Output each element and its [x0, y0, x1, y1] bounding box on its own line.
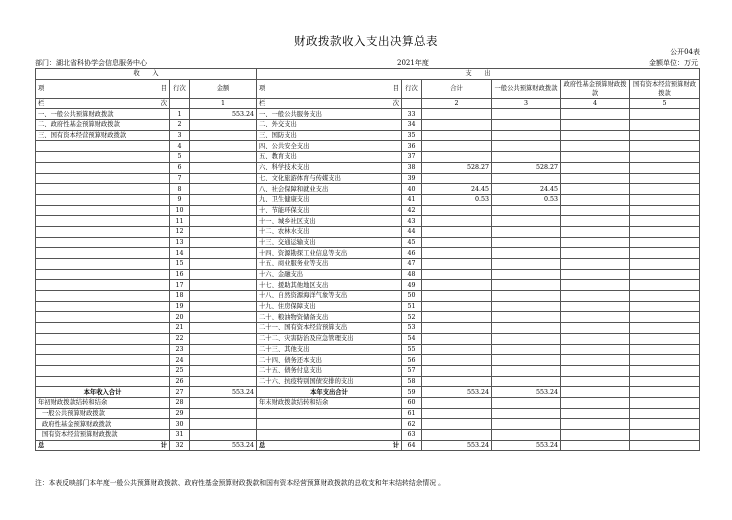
department-label: 部门：湖北省科协学会信息服务中心 [35, 59, 147, 67]
col-index-label: 栏 次 [36, 98, 170, 109]
cell-tot [422, 216, 492, 227]
state-capital-header: 国有资本经营预算财政拨款 [630, 79, 700, 98]
cell-in-item [36, 184, 170, 195]
cell-in-item [36, 365, 170, 376]
cell-gen: 0.53 [492, 194, 561, 205]
cell-in-no: 9 [170, 194, 190, 205]
col-index-4: 4 [561, 98, 630, 109]
cell-in-no: 6 [170, 162, 190, 173]
cell-in-no: 4 [170, 141, 190, 152]
form-number: 公开04表 [670, 48, 700, 56]
cell-in-no: 17 [170, 280, 190, 291]
cell-fund [561, 194, 630, 205]
cell-in-no: 15 [170, 259, 190, 270]
cell-ex-no: 41 [402, 194, 422, 205]
cell-gen [492, 248, 561, 259]
cell-in-amt [190, 333, 257, 344]
income-header: 收 入 [36, 69, 257, 80]
cell-in-amt [190, 173, 257, 184]
cell-in-no: 23 [170, 344, 190, 355]
cell-cap [630, 162, 700, 173]
expense-item-header: 项 目 [257, 79, 402, 98]
cell-tot [422, 141, 492, 152]
cell-ex-item: 八、社会保障和就业支出 [257, 184, 402, 195]
table-row [36, 237, 700, 248]
cell-in-item: 二、政府性基金预算财政拨款 [36, 120, 170, 131]
cell-in-no: 20 [170, 312, 190, 323]
cell-ex-item: 二十三、其他支出 [257, 344, 402, 355]
cell-fund [561, 237, 630, 248]
carryover-row: 年初财政拨款结转和结余 28 年末财政拨款结转和结余 60 [36, 397, 700, 408]
cell-fund [561, 355, 630, 366]
cell-gen [492, 312, 561, 323]
cell-in-item [36, 162, 170, 173]
cell-in-amt [190, 130, 257, 141]
cell-ex-item: 二、外交支出 [257, 120, 402, 131]
year-total-row: 本年收入合计 27 553.24 本年支出合计 59 553.24 553.24 [36, 387, 700, 398]
cell-gen [492, 237, 561, 248]
cell-tot [422, 312, 492, 323]
cell-ex-no: 51 [402, 301, 422, 312]
cell-cap [630, 173, 700, 184]
table-row [36, 120, 700, 131]
cell-ex-item: 十三、交通运输支出 [257, 237, 402, 248]
cell-ex-no: 46 [402, 248, 422, 259]
cell-tot [422, 280, 492, 291]
cell-cap [630, 344, 700, 355]
cell-in-item [36, 259, 170, 270]
cell-in-amt [190, 323, 257, 334]
cell-tot [422, 237, 492, 248]
cell-ex-no: 57 [402, 365, 422, 376]
cell-in-no: 1 [170, 109, 190, 120]
cell-in-amt [190, 141, 257, 152]
cell-in-amt [190, 152, 257, 163]
cell-fund [561, 130, 630, 141]
carryover-sub-row: 国有资本经营预算财政拨款 31 63 [36, 430, 700, 441]
cell-gen [492, 259, 561, 270]
cell-in-item [36, 333, 170, 344]
cell-in-amt [190, 120, 257, 131]
cell-ex-item: 四、公共安全支出 [257, 141, 402, 152]
cell-ex-item: 十四、资源勘探工业信息等支出 [257, 248, 402, 259]
cell-ex-item: 二十四、债务还本支出 [257, 355, 402, 366]
cell-in-item [36, 291, 170, 302]
table-row [36, 184, 700, 195]
cell-in-amt [190, 259, 257, 270]
cell-tot [422, 344, 492, 355]
cell-gen [492, 365, 561, 376]
cell-gen [492, 269, 561, 280]
table-row [36, 205, 700, 216]
cell-in-amt [190, 301, 257, 312]
cell-ex-no: 40 [402, 184, 422, 195]
cell-cap [630, 355, 700, 366]
cell-ex-no: 49 [402, 280, 422, 291]
cell-fund [561, 280, 630, 291]
cell-ex-item: 十、节能环保支出 [257, 205, 402, 216]
cell-in-item [36, 248, 170, 259]
expense-rowno-header: 行次 [402, 79, 422, 98]
fiscal-year: 2021年度 [397, 59, 429, 67]
cell-tot [422, 120, 492, 131]
cell-ex-item: 二十六、抗疫特别国债安排的支出 [257, 376, 402, 387]
cell-tot [422, 259, 492, 270]
cell-in-no: 24 [170, 355, 190, 366]
cell-ex-no: 58 [402, 376, 422, 387]
cell-in-amt [190, 194, 257, 205]
cell-gen: 528.27 [492, 162, 561, 173]
cell-ex-no: 34 [402, 120, 422, 131]
cell-tot [422, 333, 492, 344]
cell-tot [422, 323, 492, 334]
cell-ex-item: 九、卫生健康支出 [257, 194, 402, 205]
cell-in-amt [190, 344, 257, 355]
income-item-header: 项 目 [36, 79, 170, 98]
cell-ex-item: 六、科学技术支出 [257, 162, 402, 173]
table-row [36, 109, 700, 120]
cell-ex-no: 50 [402, 291, 422, 302]
cell-in-amt [190, 248, 257, 259]
cell-ex-item: 二十五、债务付息支出 [257, 365, 402, 376]
cell-tot [422, 269, 492, 280]
cell-cap [630, 141, 700, 152]
table-row [36, 291, 700, 302]
cell-ex-no: 45 [402, 237, 422, 248]
table-row [36, 333, 700, 344]
table-row [36, 248, 700, 259]
cell-tot: 0.53 [422, 194, 492, 205]
table-row [36, 259, 700, 270]
col-index-3: 3 [492, 98, 561, 109]
cell-ex-item: 十七、援助其他地区支出 [257, 280, 402, 291]
cell-cap [630, 269, 700, 280]
cell-cap [630, 205, 700, 216]
table-row [36, 280, 700, 291]
cell-ex-item: 七、文化旅游体育与传媒支出 [257, 173, 402, 184]
cell-in-item [36, 301, 170, 312]
table-row [36, 269, 700, 280]
cell-cap [630, 237, 700, 248]
cell-tot [422, 130, 492, 141]
cell-gen [492, 173, 561, 184]
cell-fund [561, 312, 630, 323]
cell-cap [630, 259, 700, 270]
cell-gen: 24.45 [492, 184, 561, 195]
cell-in-item [36, 237, 170, 248]
cell-gen [492, 333, 561, 344]
col-index-2: 2 [422, 98, 492, 109]
cell-gen [492, 291, 561, 302]
cell-fund [561, 376, 630, 387]
cell-cap [630, 130, 700, 141]
cell-fund [561, 301, 630, 312]
cell-ex-no: 53 [402, 323, 422, 334]
cell-ex-item: 二十、粮油物资储备支出 [257, 312, 402, 323]
cell-tot [422, 291, 492, 302]
carryover-sub-row: 一般公共预算财政拨款 29 61 [36, 408, 700, 419]
cell-in-no: 2 [170, 120, 190, 131]
cell-fund [561, 344, 630, 355]
cell-in-item [36, 312, 170, 323]
total-header: 合计 [422, 79, 492, 98]
col-index-5: 5 [630, 98, 700, 109]
cell-in-amt [190, 312, 257, 323]
cell-ex-item: 十六、金融支出 [257, 269, 402, 280]
cell-ex-no: 38 [402, 162, 422, 173]
cell-tot [422, 226, 492, 237]
cell-cap [630, 280, 700, 291]
cell-tot: 24.45 [422, 184, 492, 195]
cell-in-no: 7 [170, 173, 190, 184]
cell-ex-item: 一、一般公共服务支出 [257, 109, 402, 120]
cell-ex-no: 39 [402, 173, 422, 184]
cell-gen [492, 152, 561, 163]
section-header-row [36, 69, 700, 80]
grand-total-row: 总 计 32 553.24 总 计 64 553.24 553.24 [36, 440, 700, 451]
cell-ex-item: 三、国防支出 [257, 130, 402, 141]
cell-in-no: 22 [170, 333, 190, 344]
table-row [36, 173, 700, 184]
cell-cap [630, 109, 700, 120]
cell-ex-item: 十九、住房保障支出 [257, 301, 402, 312]
cell-gen [492, 120, 561, 131]
expense-header: 支 出 [257, 69, 700, 80]
table-row [36, 141, 700, 152]
cell-in-no: 26 [170, 376, 190, 387]
table-row [36, 194, 700, 205]
cell-ex-no: 54 [402, 333, 422, 344]
cell-ex-item: 十一、城乡社区支出 [257, 216, 402, 227]
cell-ex-no: 52 [402, 312, 422, 323]
cell-fund [561, 259, 630, 270]
cell-gen [492, 355, 561, 366]
cell-gen [492, 216, 561, 227]
amount-unit: 金额单位：万元 [649, 59, 698, 67]
cell-gen [492, 130, 561, 141]
cell-gen [492, 226, 561, 237]
cell-in-no: 25 [170, 365, 190, 376]
cell-in-item: 三、国有资本经营预算财政拨款 [36, 130, 170, 141]
cell-in-amt [190, 376, 257, 387]
cell-tot [422, 205, 492, 216]
cell-ex-no: 55 [402, 344, 422, 355]
cell-in-item [36, 141, 170, 152]
cell-cap [630, 291, 700, 302]
cell-in-item [36, 173, 170, 184]
cell-in-item [36, 152, 170, 163]
cell-fund [561, 216, 630, 227]
cell-fund [561, 162, 630, 173]
cell-cap [630, 216, 700, 227]
cell-ex-no: 43 [402, 216, 422, 227]
cell-fund [561, 152, 630, 163]
cell-ex-item: 十八、自然资源海洋气象等支出 [257, 291, 402, 302]
cell-in-no: 13 [170, 237, 190, 248]
col-index-1: 1 [190, 98, 257, 109]
cell-tot [422, 152, 492, 163]
cell-in-no: 5 [170, 152, 190, 163]
cell-tot [422, 376, 492, 387]
cell-in-no: 11 [170, 216, 190, 227]
income-rowno-header: 行次 [170, 79, 190, 98]
cell-in-no: 16 [170, 269, 190, 280]
report-meta [35, 58, 698, 68]
cell-ex-item: 十二、农林水支出 [257, 226, 402, 237]
cell-cap [630, 312, 700, 323]
cell-fund [561, 226, 630, 237]
cell-fund [561, 269, 630, 280]
cell-gen [492, 141, 561, 152]
table-row [36, 130, 700, 141]
cell-in-no: 14 [170, 248, 190, 259]
cell-tot [422, 301, 492, 312]
cell-cap [630, 323, 700, 334]
cell-cap [630, 226, 700, 237]
cell-fund [561, 291, 630, 302]
cell-ex-no: 37 [402, 152, 422, 163]
cell-in-amt [190, 205, 257, 216]
cell-ex-item: 十五、商业服务业等支出 [257, 259, 402, 270]
cell-in-no: 18 [170, 291, 190, 302]
cell-tot [422, 355, 492, 366]
cell-in-item [36, 226, 170, 237]
cell-tot: 528.27 [422, 162, 492, 173]
cell-ex-no: 42 [402, 205, 422, 216]
cell-ex-item: 二十二、灾害防治及应急管理支出 [257, 333, 402, 344]
column-header-row [36, 79, 700, 98]
cell-ex-item: 二十一、国有资本经营预算支出 [257, 323, 402, 334]
cell-fund [561, 184, 630, 195]
cell-ex-no: 47 [402, 259, 422, 270]
table-row [36, 162, 700, 173]
cell-gen [492, 205, 561, 216]
footnote: 注：本表反映部门本年度一般公共预算财政拨款、政府性基金预算财政拨款和国有资本经营预算财政拨款的总收支和年末结转结余情况 。 [35, 479, 445, 487]
general-budget-header: 一般公共预算财政拨款 [492, 79, 561, 98]
cell-in-no: 21 [170, 323, 190, 334]
table-row [36, 365, 700, 376]
cell-in-amt [190, 184, 257, 195]
cell-in-amt [190, 291, 257, 302]
cell-cap [630, 120, 700, 131]
cell-ex-no: 56 [402, 355, 422, 366]
cell-cap [630, 333, 700, 344]
carryover-sub-row: 政府性基金预算财政拨款 30 62 [36, 419, 700, 430]
cell-in-item [36, 205, 170, 216]
cell-in-no: 3 [170, 130, 190, 141]
cell-in-no: 10 [170, 205, 190, 216]
table-row [36, 226, 700, 237]
cell-tot [422, 365, 492, 376]
cell-cap [630, 194, 700, 205]
table-row [36, 344, 700, 355]
cell-cap [630, 152, 700, 163]
gov-fund-header: 政府性基金预算财政拨款 [561, 79, 630, 98]
cell-in-item [36, 344, 170, 355]
cell-ex-no: 36 [402, 141, 422, 152]
cell-fund [561, 365, 630, 376]
cell-in-item [36, 269, 170, 280]
cell-in-amt: 553.24 [190, 109, 257, 120]
cell-in-no: 19 [170, 301, 190, 312]
table-row [36, 216, 700, 227]
cell-in-amt [190, 269, 257, 280]
cell-ex-no: 33 [402, 109, 422, 120]
cell-ex-item: 五、教育支出 [257, 152, 402, 163]
cell-in-amt [190, 162, 257, 173]
cell-gen [492, 376, 561, 387]
cell-in-item [36, 355, 170, 366]
budget-table [35, 68, 700, 451]
cell-gen [492, 301, 561, 312]
cell-cap [630, 376, 700, 387]
cell-fund [561, 173, 630, 184]
amount-header: 金额 [190, 79, 257, 98]
cell-fund [561, 120, 630, 131]
table-row [36, 376, 700, 387]
table-row [36, 152, 700, 163]
cell-in-amt [190, 226, 257, 237]
cell-cap [630, 365, 700, 376]
cell-cap [630, 248, 700, 259]
cell-gen [492, 323, 561, 334]
cell-in-item [36, 280, 170, 291]
cell-fund [561, 109, 630, 120]
cell-in-item [36, 194, 170, 205]
cell-gen [492, 344, 561, 355]
report-title: 财政拨款收入支出决算总表 [294, 34, 438, 48]
cell-tot [422, 109, 492, 120]
cell-in-item [36, 323, 170, 334]
cell-in-amt [190, 216, 257, 227]
cell-in-amt [190, 237, 257, 248]
cell-in-item [36, 376, 170, 387]
cell-ex-no: 48 [402, 269, 422, 280]
cell-in-amt [190, 365, 257, 376]
cell-cap [630, 301, 700, 312]
cell-in-item [36, 216, 170, 227]
col-index-label: 栏 次 [257, 98, 402, 109]
cell-gen [492, 109, 561, 120]
cell-fund [561, 333, 630, 344]
cell-gen [492, 280, 561, 291]
cell-in-no: 12 [170, 226, 190, 237]
table-row [36, 301, 700, 312]
table-row [36, 312, 700, 323]
cell-ex-no: 35 [402, 130, 422, 141]
cell-ex-no: 44 [402, 226, 422, 237]
cell-in-amt [190, 355, 257, 366]
cell-tot [422, 173, 492, 184]
cell-fund [561, 323, 630, 334]
cell-cap [630, 184, 700, 195]
column-index-row [36, 98, 700, 109]
cell-fund [561, 141, 630, 152]
cell-tot [422, 248, 492, 259]
cell-fund [561, 248, 630, 259]
table-row [36, 323, 700, 334]
cell-in-item: 一、一般公共预算财政拨款 [36, 109, 170, 120]
table-row [36, 355, 700, 366]
cell-in-no: 8 [170, 184, 190, 195]
cell-fund [561, 205, 630, 216]
cell-in-amt [190, 280, 257, 291]
